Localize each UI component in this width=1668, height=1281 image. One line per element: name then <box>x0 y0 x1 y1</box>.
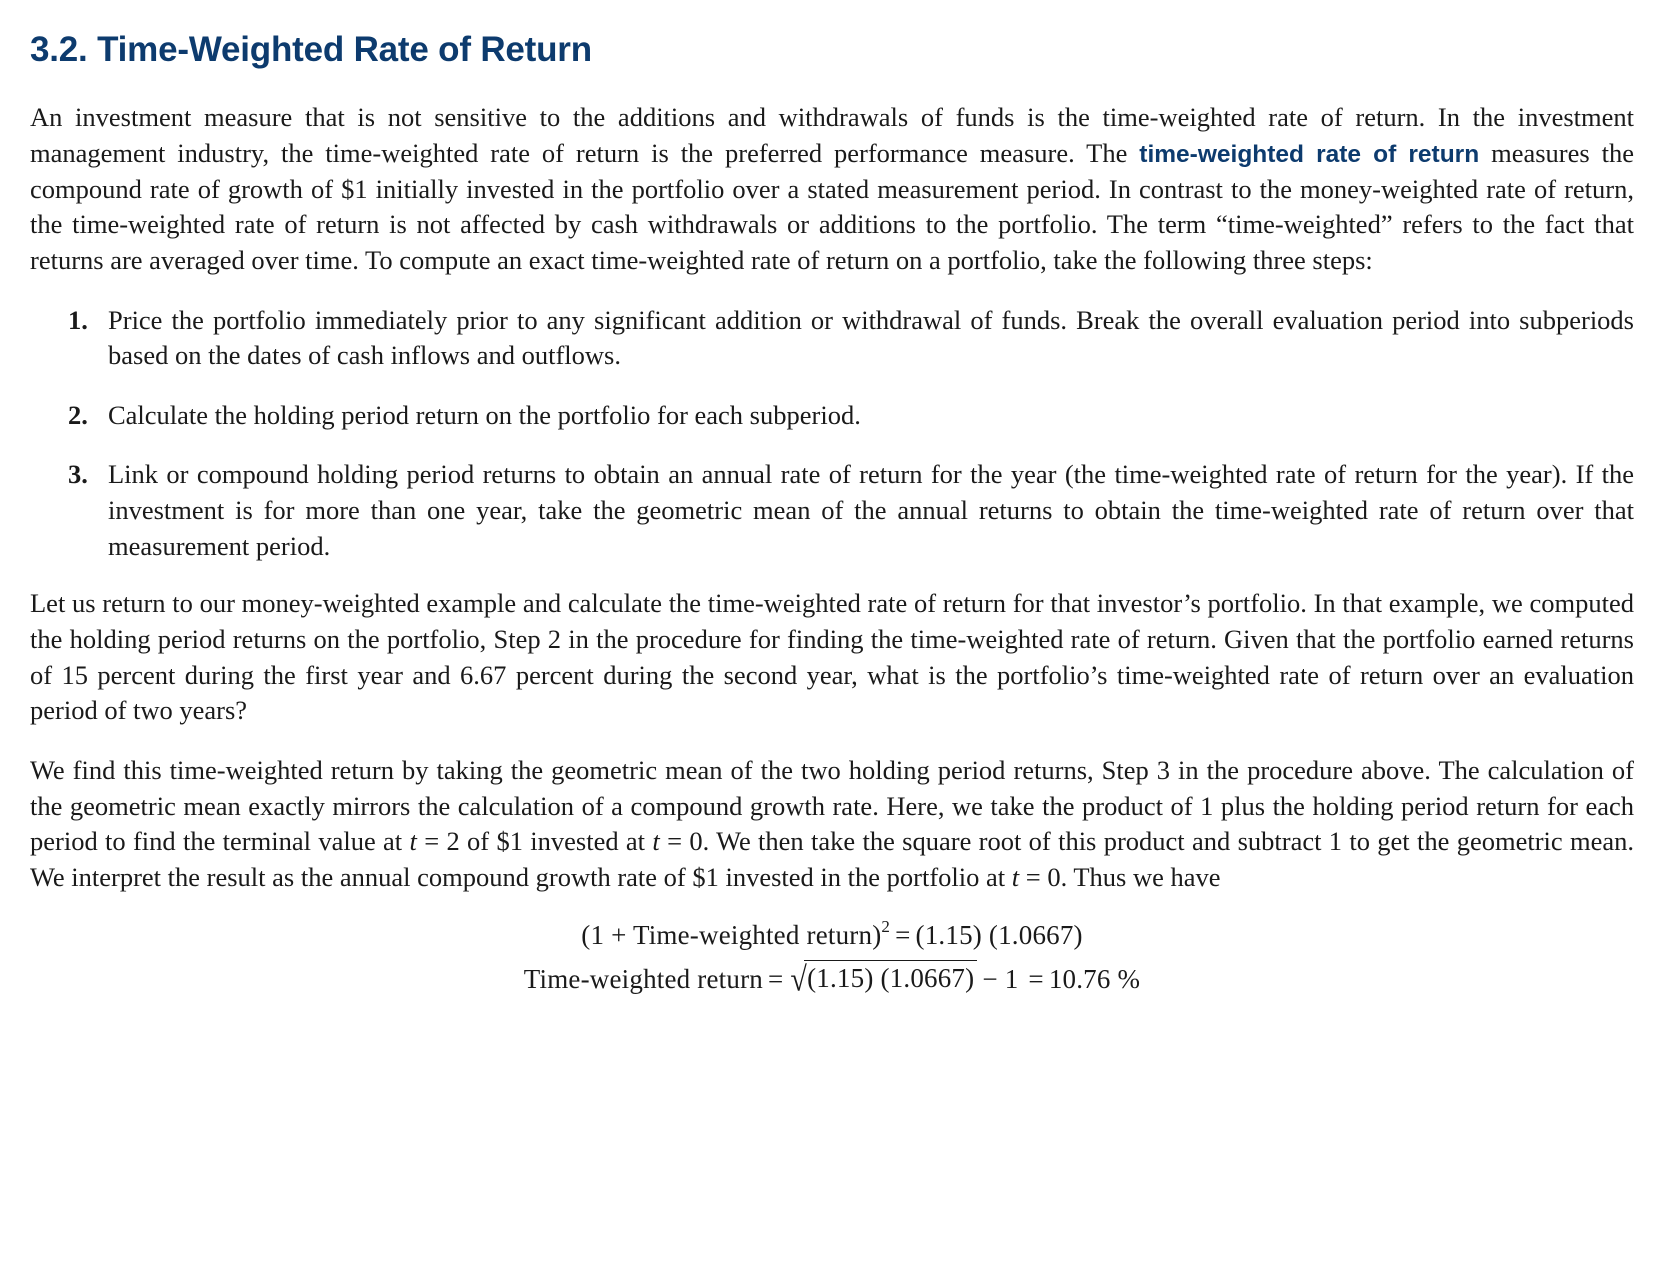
page-title: 3.2. Time-Weighted Rate of Return <box>30 30 592 69</box>
calculation-paragraph-part4: = 0. Thus we have <box>1019 861 1221 892</box>
calculation-paragraph-part1: We find this time-weighted return by taking the geometric mean of the two holding period returns, Step 3 in the procedure above. The calculation of the geometric mean exactly mirrors the calculation of a compound growth rate. Here, we take the product of 1 plus the holding period return for each period to find the terminal value at <box>30 754 1634 857</box>
equation-block <box>30 917 1634 1000</box>
step-text: Calculate the holding period return on the portfolio for each subperiod. <box>108 399 861 430</box>
equation-line-2 <box>30 961 1634 1000</box>
equation-1-equals: = <box>895 920 911 951</box>
equation-line-1 <box>30 919 1634 951</box>
step-text: Link or compound holding period returns to obtain an annual rate of return for the year (the time-weighted rate of return for the year). If the investment is for more than one year, take the geometric mean of the annual returns to obtain the time-weighted rate of return over that measurement period. <box>108 459 1634 561</box>
calculation-paragraph-part3: = 0. We then take the square root of this product and subtract 1 to get the geometric mean. We interpret the result as the annual compound growth rate of $1 invested in the portfolio at <box>30 826 1634 892</box>
example-paragraph: Let us return to our money-weighted example and calculate the time-weighted rate of return for that investor’s portfolio. In that example, we computed the holding period returns on the portfolio, Step 2 in the procedure for finding the time-weighted rate of return. Given that the portfolio earned returns of 15 percent during the first year and 6.67 percent during the second year, what is the portfolio’s time-weighted rate of return over an evaluation period of two years? <box>30 588 1634 726</box>
step-text: Price the portfolio immediately prior to any significant addition or withdrawal of funds. Break the overall evaluation period into subperiods based on the dates of cash inflows and outflows. <box>108 304 1634 371</box>
equation-1-rhs: (1.15) (1.0667) <box>915 920 1083 951</box>
equation-2-result: 10.76 % <box>1048 964 1141 995</box>
equation-1-lhs: (1 + Time-weighted return) <box>581 920 882 951</box>
square-root <box>788 961 977 1000</box>
steps-list <box>30 303 1634 565</box>
equation-2-equals: = <box>767 964 784 995</box>
equation-2-equals-2: = <box>1028 964 1044 995</box>
variable-t: t <box>409 826 417 857</box>
list-item <box>30 303 1634 374</box>
intro-paragraph-part2: measures the compound rate of growth of $1 initially invested in the portfolio over a stated measurement period. In contrast to the money-weighted rate of return, the time-weighted rate of return is not affected by cash withdrawals or additions to the portfolio. The term “time-weighted” refers to the fact that returns are averaged over time. To compute an exact time-weighted rate of return on a portfolio, take the following three steps: <box>30 137 1634 275</box>
equation-2-minus: − 1 <box>982 964 1019 995</box>
key-term-time-weighted-rate-of-return: time-weighted rate of return <box>1139 140 1480 168</box>
list-item <box>30 457 1634 564</box>
radical-sign-icon: √ <box>790 961 808 1000</box>
variable-t: t <box>1011 861 1020 892</box>
list-item <box>30 398 1634 434</box>
equation-1-exponent: 2 <box>881 917 891 937</box>
equation-2-lhs: Time-weighted return <box>523 964 763 995</box>
equation-2-radicand: (1.15) (1.0667) <box>804 960 977 994</box>
intro-paragraph <box>30 100 1634 279</box>
calculation-paragraph-part2: = 2 of $1 invested at <box>416 826 653 857</box>
intro-paragraph-part1: An investment measure that is not sensitive to the additions and withdrawals of funds is the time-weighted rate of return. In the investment management industry, the time-weighted rate of return is the preferred performance measure. The <box>30 102 1634 168</box>
variable-t: t <box>652 826 660 857</box>
calculation-paragraph <box>30 753 1634 896</box>
